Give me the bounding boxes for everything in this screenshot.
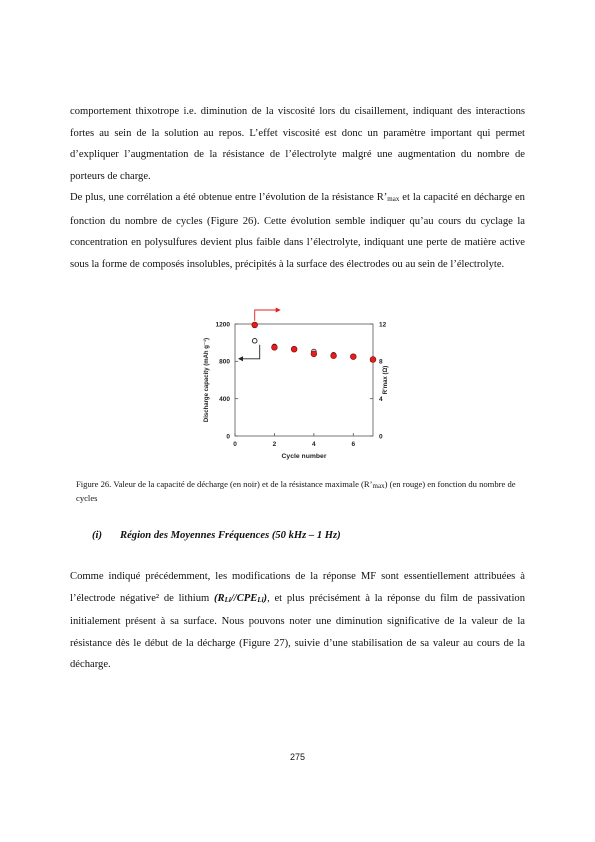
x-tick-label: 2 <box>272 441 277 448</box>
figure-26-chart <box>195 302 395 464</box>
resistance-point <box>370 357 376 363</box>
resistance-point <box>311 351 317 357</box>
equation-part: (R <box>213 592 225 604</box>
equation-subscript-1: Li <box>224 595 231 604</box>
paragraph-2-text-b: et la capacité en décharge en fonction du nombre de cycles (Figure 26). Cette évolution semble indiquer qu’au cours du cyclage la concentration en polysulfures devient plus faible dans l’électrolyte, indiquant une perte de matière active sous la forme de composés insolubles, précipités à la surface des électrodes ou au sein de l’électrolyte. <box>70 192 525 270</box>
y-tick-label: 0 <box>226 433 230 441</box>
capacity-arrow-head <box>238 356 243 361</box>
paragraph-3 <box>70 566 525 676</box>
caption-text-b: ) (en rouge) en fonction du nombre de cycles <box>76 479 516 503</box>
paragraph-3-text-a: Comme indiqué précédemment, les modifications de la réponse MF sont essentiellement attribuées à l’électrode négative² de lithium <box>70 571 525 604</box>
paragraph-3-text-b: , et plus précisément à la réponse du film de passivation initialement présent à sa surface. Nous pouvons noter une diminution significative de la valeur de la résistance dès le début de la décharge (Figure 27), suivie d’une stabilisation de sa valeur au cours de la décharge. <box>70 592 525 670</box>
paragraph-2-text-a: De plus, une corrélation a été obtenue entre l’évolution de la résistance R’ <box>70 192 388 203</box>
equation-part-mid: //CPE <box>230 592 258 604</box>
resistance-point <box>252 322 258 328</box>
resistance-axis-arrow <box>255 310 277 321</box>
resistance-point <box>331 353 337 359</box>
y-right-tick-label: 8 <box>379 358 383 366</box>
y-right-tick-label: 12 <box>379 321 387 329</box>
resistance-point <box>350 354 356 360</box>
caption-text-a: Figure 26. Valeur de la capacité de décharge (en noir) et de la résistance maximale (R’ <box>76 479 373 489</box>
x-axis-label: Cycle number <box>281 453 327 460</box>
y-axis-label: Discharge capacity (mAh g⁻¹) <box>204 337 210 423</box>
y-tick-label: 800 <box>219 358 230 366</box>
paragraph-1-text: comportement thixotrope i.e. diminution de la viscosité lors du cisaillement, indiquant des interactions fortes au sein de la solution au repos. L’effet viscosité est donc un paramètre important qui permet d’expliquer l’augmentation de la résistance de l’électrolyte malgré une augmentation du nombre de porteurs de charge. <box>70 106 525 182</box>
x-tick-label: 0 <box>233 441 237 448</box>
resistance-point <box>291 346 297 352</box>
resistance-point <box>272 344 278 350</box>
resistance-arrow-head <box>276 308 281 313</box>
section-title: Région des Moyennes Fréquences (50 kHz – 1 Hz) <box>120 530 341 541</box>
paragraph-1 <box>70 101 525 187</box>
y-right-axis-label: R’max (Ω) <box>383 365 389 395</box>
rmax-subscript: max <box>387 195 400 203</box>
caption-subscript: max <box>372 482 385 490</box>
section-number: (i) <box>92 530 102 541</box>
capacity-axis-arrow <box>242 345 260 359</box>
x-tick-label: 6 <box>351 441 356 448</box>
x-tick-label: 4 <box>312 441 316 448</box>
figure-caption <box>76 478 526 504</box>
y-tick-label: 1200 <box>215 321 230 329</box>
paragraph-2 <box>70 187 525 275</box>
y-tick-label: 400 <box>219 395 230 403</box>
equation-part-end: ) <box>263 592 268 604</box>
y-right-tick-label: 4 <box>379 395 383 403</box>
capacity-point <box>252 339 257 344</box>
y-right-tick-label: 0 <box>379 433 383 441</box>
page-number: 275 <box>289 752 306 762</box>
equation-subscript-2: Li <box>257 595 264 604</box>
